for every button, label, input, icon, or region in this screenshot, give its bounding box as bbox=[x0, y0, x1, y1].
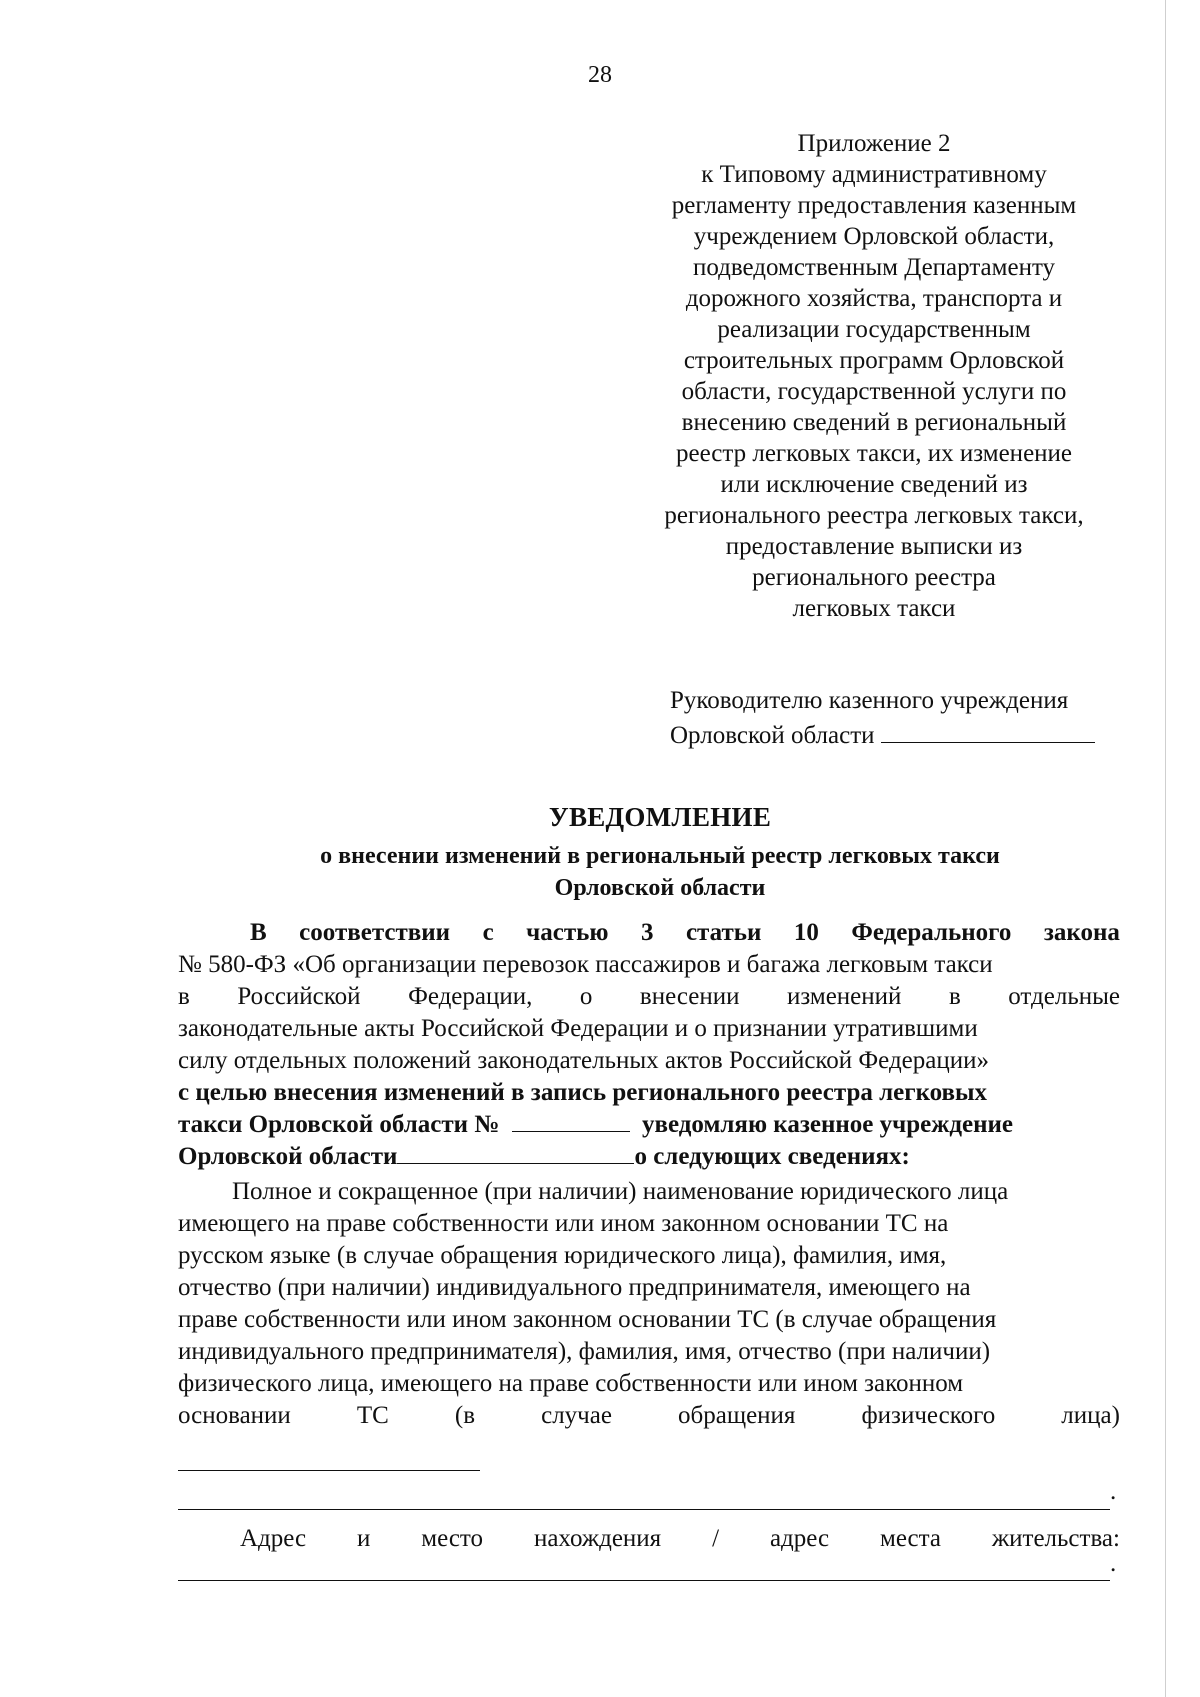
paragraph-line bbox=[178, 1109, 1013, 1141]
word: (в bbox=[454, 1402, 476, 1429]
following-info-text: о следующих сведениях: bbox=[634, 1143, 910, 1170]
word: частью bbox=[526, 919, 609, 946]
appendix-line: реестр легковых такси, их изменение bbox=[675, 440, 1073, 467]
word: и bbox=[357, 1525, 371, 1552]
line-period: . bbox=[1110, 1478, 1117, 1505]
address-blank[interactable] bbox=[178, 1580, 1110, 1581]
paragraph-line: силу отдельных положений законодательных актов Российской Федерации» bbox=[178, 1047, 989, 1074]
word: Федерального bbox=[851, 919, 1012, 946]
word: статьи bbox=[685, 919, 762, 946]
appendix-line: регионального реестра легковых такси, bbox=[664, 502, 1084, 529]
paragraph-line: праве собственности или ином законном основании ТС (в случае обращения bbox=[178, 1306, 997, 1333]
word: ТС bbox=[356, 1402, 389, 1429]
appendix-header bbox=[624, 128, 1124, 624]
word: закона bbox=[1043, 919, 1120, 946]
word: о bbox=[579, 983, 593, 1010]
paragraph-line bbox=[178, 981, 1120, 1013]
word: / bbox=[712, 1525, 720, 1552]
paragraph-line bbox=[178, 1141, 910, 1173]
appendix-line: дорожного хозяйства, транспорта и bbox=[685, 285, 1063, 312]
document-subtitle: о внесении изменений в региональный реестр легковых такси bbox=[320, 843, 1000, 869]
address-label-line bbox=[240, 1523, 1120, 1555]
word: места bbox=[880, 1525, 941, 1552]
word: место bbox=[421, 1525, 484, 1552]
paragraph-line: физического лица, имеющего на праве собственности или ином законном bbox=[178, 1370, 964, 1397]
word: лица) bbox=[1061, 1402, 1120, 1429]
registry-label: такси Орловской области № bbox=[178, 1111, 500, 1138]
appendix-line: Приложение 2 bbox=[797, 130, 951, 157]
word: физического bbox=[861, 1402, 996, 1429]
word: в bbox=[948, 983, 961, 1010]
appendix-line: строительных программ Орловской bbox=[683, 347, 1065, 374]
appendix-line: легковых такси bbox=[792, 595, 956, 622]
addressee-region: Орловской области bbox=[670, 722, 875, 749]
paragraph-line bbox=[178, 1400, 1120, 1432]
word: Федерации, bbox=[408, 983, 533, 1010]
addressee-block bbox=[670, 683, 1140, 753]
appendix-line: регламенту предоставления казенным bbox=[671, 192, 1077, 219]
word: обращения bbox=[678, 1402, 796, 1429]
owner-name-blank[interactable] bbox=[178, 1470, 480, 1471]
word: случае bbox=[541, 1402, 612, 1429]
registry-number-blank[interactable] bbox=[512, 1109, 630, 1132]
word: 3 bbox=[640, 919, 654, 946]
word: с bbox=[482, 919, 494, 946]
word: адрес bbox=[769, 1525, 830, 1552]
appendix-line: предоставление выписки из bbox=[725, 533, 1023, 560]
paragraph-line: с целью внесения изменений в запись регионального реестра легковых bbox=[178, 1079, 988, 1106]
paragraph-line: русском языке (в случае обращения юридического лица), фамилия, имя, bbox=[178, 1242, 947, 1269]
paragraph-line: Полное и сокращенное (при наличии) наименование юридического лица bbox=[232, 1178, 1009, 1205]
appendix-line: подведомственным Департаменту bbox=[692, 254, 1056, 281]
word: В bbox=[250, 919, 267, 946]
line-period: . bbox=[1110, 1550, 1117, 1577]
addressee-line: Руководителю казенного учреждения bbox=[670, 687, 1069, 714]
word: 10 bbox=[793, 919, 819, 946]
page-number: 28 bbox=[588, 62, 612, 88]
appendix-line: к Типовому административному bbox=[701, 161, 1047, 188]
document-subtitle: Орловской области bbox=[554, 875, 766, 901]
document-title: УВЕДОМЛЕНИЕ bbox=[548, 802, 772, 832]
word: жительства: bbox=[991, 1525, 1120, 1552]
appendix-line: учреждением Орловской области, bbox=[693, 223, 1055, 250]
word: нахождения bbox=[533, 1525, 662, 1552]
word: внесении bbox=[639, 983, 740, 1010]
institution-name-blank[interactable] bbox=[881, 720, 1095, 743]
appendix-line: или исключение сведений из bbox=[720, 471, 1028, 498]
paragraph-line: имеющего на праве собственности или ином законном основании ТС на bbox=[178, 1210, 949, 1237]
appendix-line: внесению сведений в региональный bbox=[681, 409, 1067, 436]
notify-text: уведомляю казенное учреждение bbox=[641, 1111, 1014, 1138]
addressee-line bbox=[670, 718, 1140, 753]
paragraph-line bbox=[250, 917, 1120, 949]
paragraph-line: отчество (при наличии) индивидуального предпринимателя, имеющего на bbox=[178, 1274, 971, 1301]
institution-blank[interactable] bbox=[397, 1141, 634, 1164]
word: Адрес bbox=[240, 1525, 307, 1552]
owner-name-blank[interactable] bbox=[178, 1509, 1110, 1510]
word: Российской bbox=[237, 983, 361, 1010]
word: соответствии bbox=[299, 919, 451, 946]
word: основании bbox=[178, 1402, 291, 1429]
region-label: Орловской области bbox=[178, 1143, 398, 1170]
word: в bbox=[178, 983, 190, 1010]
appendix-line: регионального реестра bbox=[752, 564, 996, 591]
word: отдельные bbox=[1008, 983, 1120, 1010]
paragraph-line: законодательные акты Российской Федерации и о признании утратившими bbox=[178, 1015, 978, 1042]
word: изменений bbox=[786, 983, 902, 1010]
paragraph-line: № 580-ФЗ «Об организации перевозок пассажиров и багажа легковым такси bbox=[178, 951, 993, 978]
appendix-line: реализации государственным bbox=[717, 316, 1031, 343]
paragraph-line: индивидуального предпринимателя), фамилия, имя, отчество (при наличии) bbox=[178, 1338, 991, 1365]
appendix-line: области, государственной услуги по bbox=[681, 378, 1067, 405]
